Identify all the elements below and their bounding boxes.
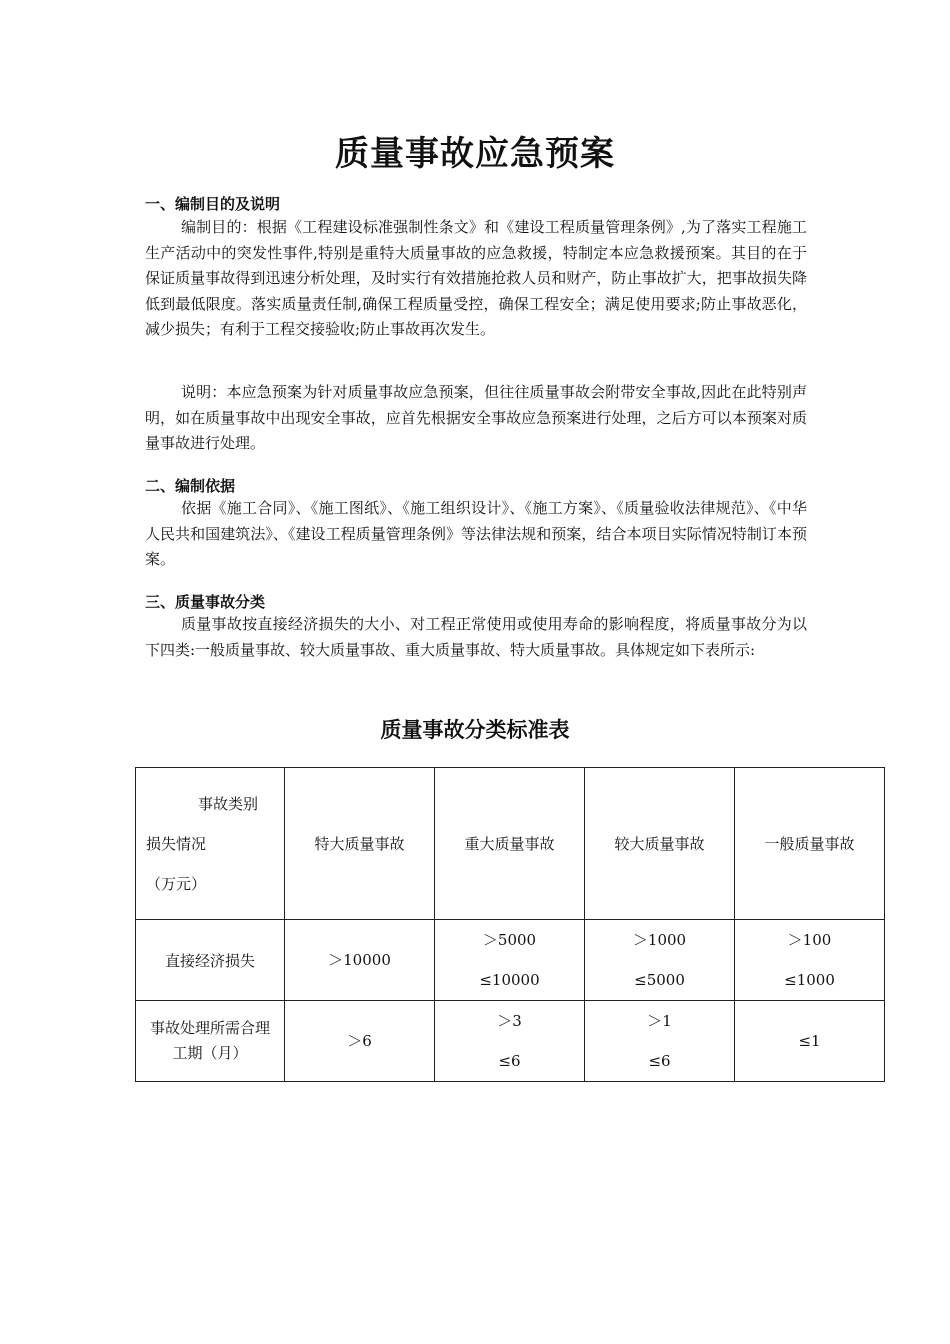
header-cell-major: 重大质量事故	[435, 768, 585, 920]
table-title: 质量事故分类标准表	[380, 717, 570, 742]
header-cell-general: 一般质量事故	[735, 768, 885, 920]
table-cell	[435, 1001, 585, 1082]
cell-value-upper: ≤10000	[479, 971, 540, 989]
section-heading-purpose: 一、编制目的及说明	[145, 195, 281, 213]
classification-table	[135, 767, 885, 1082]
header-cell-larger: 较大质量事故	[585, 768, 735, 920]
header-cell-extra-major: 特大质量事故	[285, 768, 435, 920]
table-cell	[435, 920, 585, 1001]
cell-value: ＞6	[347, 1032, 372, 1050]
table-corner-cell	[136, 768, 285, 920]
paragraph-classification: 质量事故按直接经济损失的大小、对工程正常使用或使用寿命的影响程度，将质量事故分为以下四类:一般质量事故、较大质量事故、重大质量事故、特大质量事故。具体规定如下表所示:	[145, 615, 807, 659]
section-heading-classification: 三、质量事故分类	[145, 593, 266, 611]
table-cell	[285, 1001, 435, 1082]
cell-value-lower: ＞1	[647, 1012, 672, 1030]
table-cell	[735, 1001, 885, 1082]
row-label-direct-loss: 直接经济损失	[136, 920, 285, 1001]
table-cell	[585, 920, 735, 1001]
paragraph-purpose: 编制目的：根据《工程建设标准强制性条文》和《建设工程质量管理条例》,为了落实工程施工生产活动中的突发性事件,特别是重特大质量事故的应急救援，特制定本应急救援预案。其目的在于保证质量事故得到迅速分析处理，及时实行有效措施抢救人员和财产，防止事故扩大，把事故损失降低到最低限度。落实质量责任制,确保工程质量受控，确保工程安全；满足使用要求;防止事故恶化，减少损失；有利于工程交接验收;防止事故再次发生。	[145, 218, 807, 338]
table-cell	[735, 920, 885, 1001]
cell-value-lower: ＞1000	[632, 931, 687, 949]
page-title: 质量事故应急预案	[335, 134, 615, 174]
corner-unit-label: （万元）	[146, 874, 207, 893]
cell-value-upper: ≤5000	[634, 971, 685, 989]
cell-value-lower: ＞3	[497, 1012, 522, 1030]
cell-value-lower: ＞100	[787, 931, 832, 949]
corner-category-label: 事故类别	[198, 794, 259, 813]
table-cell	[585, 1001, 735, 1082]
row-label-repair-period: 事故处理所需合理工期（月）	[136, 1001, 285, 1082]
cell-value-lower: ＞5000	[482, 931, 537, 949]
cell-value: ＞10000	[328, 951, 391, 969]
paragraph-note: 说明：本应急预案为针对质量事故应急预案，但往往质量事故会附带安全事故,因此在此特别声明，如在质量事故中出现安全事故，应首先根据安全事故应急预案进行处理，之后方可以本预案对质量事故进行处理。	[145, 383, 807, 452]
table-row	[136, 1001, 885, 1082]
cell-value: ≤1	[798, 1032, 821, 1050]
section-heading-basis: 二、编制依据	[145, 477, 236, 495]
cell-value-upper: ≤6	[498, 1052, 521, 1070]
table-header-row	[136, 768, 885, 920]
cell-value-upper: ≤6	[648, 1052, 671, 1070]
paragraph-basis: 依据《施工合同》、《施工图纸》、《施工组织设计》、《施工方案》、《质量验收法律规范》、《中华人民共和国建筑法》、《建设工程质量管理条例》等法律法规和预案，结合本项目实际情况特制订本预案。	[145, 499, 807, 568]
table-cell	[285, 920, 435, 1001]
table-row	[136, 920, 885, 1001]
cell-value-upper: ≤1000	[784, 971, 835, 989]
corner-loss-label: 损失情况	[146, 834, 207, 853]
